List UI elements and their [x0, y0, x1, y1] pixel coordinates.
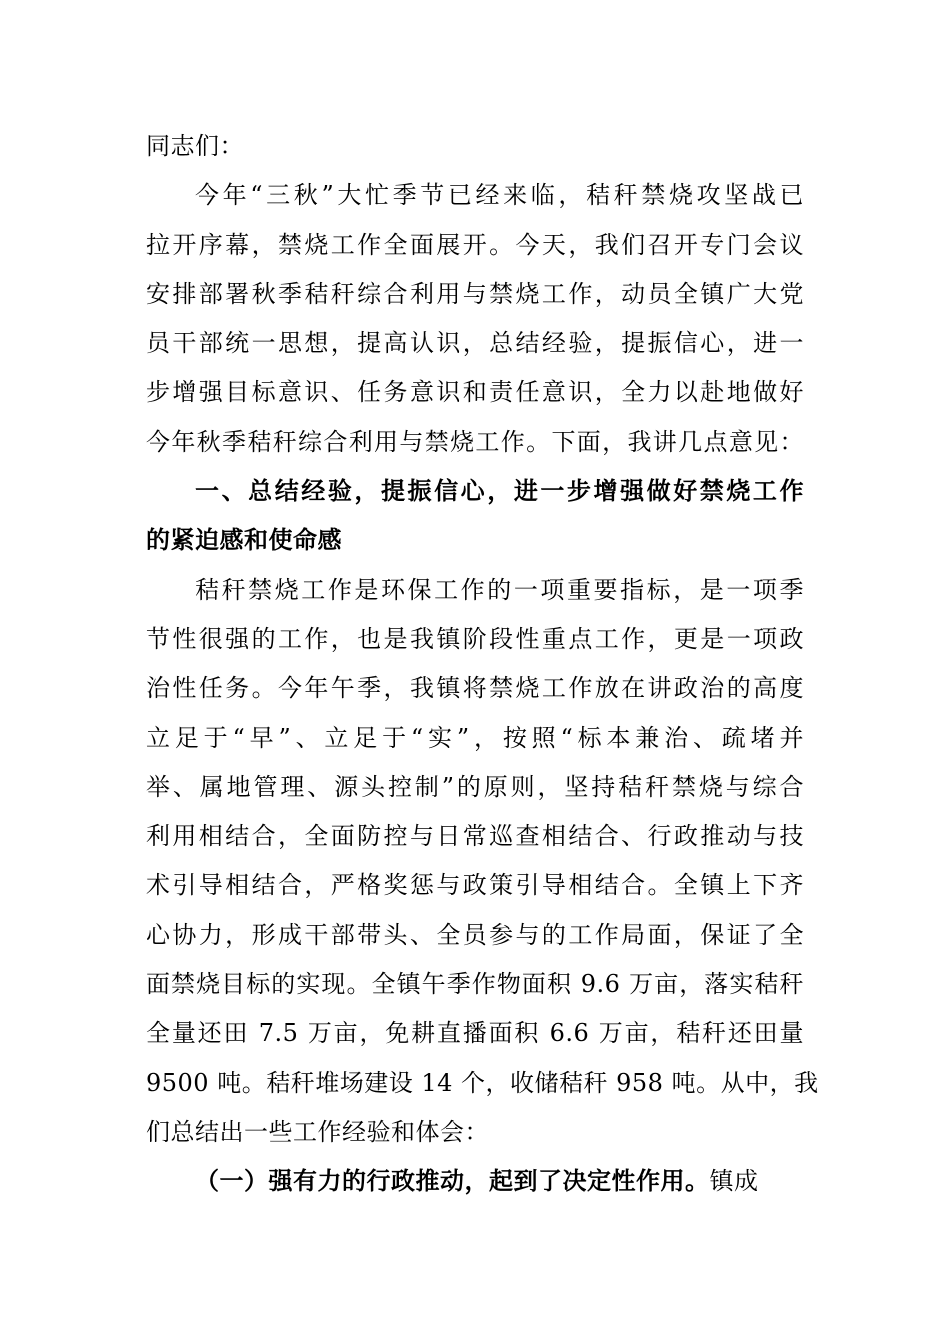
paragraph-line: 今年秋季秸秆综合利用与禁烧工作。下面，我讲几点意见： [146, 427, 804, 456]
document-body [146, 122, 819, 1157]
paragraph-line: 全量还田 7.5 万亩，免耕直播面积 6.6 万亩，秸秆还田量 [146, 1019, 804, 1048]
paragraph-line: 举、属地管理、源头控制”的原则，坚持秸秆禁烧与综合 [146, 772, 804, 801]
paragraph-line: 秸秆禁烧工作是环保工作的一项重要指标，是一项季 [195, 575, 804, 604]
paragraph-line: 同志们： [146, 132, 244, 160]
paragraph-line: 今年“三秋”大忙季节已经来临，秸秆禁烧攻坚战已 [195, 181, 804, 210]
paragraph-line: 立足于“早”、立足于“实”，按照“标本兼治、疏堵并 [146, 723, 804, 752]
paragraph-line: 9500 吨。秸秆堆场建设 14 个，收储秸秆 958 吨。从中，我 [146, 1068, 819, 1097]
paragraph-line: 治性任务。今年午季，我镇将禁烧工作放在讲政治的高度 [146, 674, 804, 703]
paragraph-line: 面禁烧目标的实现。全镇午季作物面积 9.6 万亩，落实秸秆 [146, 970, 804, 999]
paragraph-line: 心协力，形成干部带头、全员参与的工作局面，保证了全 [146, 920, 804, 949]
paragraph-line: 节性很强的工作，也是我镇阶段性重点工作，更是一项政 [146, 624, 804, 653]
subheading-text: （一）强有力的行政推动，起到了决定性作用。 [195, 1167, 710, 1196]
heading-line: 一、总结经验，提振信心，进一步增强做好禁烧工作 [195, 477, 804, 506]
heading-line: 的紧迫感和使命感 [146, 526, 342, 555]
paragraph-line: 们总结出一些工作经验和体会： [146, 1117, 489, 1146]
paragraph-text: 镇成 [709, 1167, 759, 1196]
paragraph-line: 员干部统一思想，提高认识，总结经验，提振信心，进一 [146, 329, 804, 358]
paragraph-line: 术引导相结合，严格奖惩与政策引导相结合。全镇上下齐 [146, 871, 804, 900]
paragraph-line: 利用相结合，全面防控与日常巡查相结合、行政推动与技 [146, 822, 804, 851]
paragraph-line: 安排部署秋季秸秆综合利用与禁烧工作，动员全镇广大党 [146, 279, 804, 308]
paragraph-line: 拉开序幕，禁烧工作全面展开。今天，我们召开专门会议 [146, 230, 804, 259]
paragraph-line [146, 1157, 804, 1206]
paragraph-line: 步增强目标意识、任务意识和责任意识，全力以赴地做好 [146, 378, 804, 407]
